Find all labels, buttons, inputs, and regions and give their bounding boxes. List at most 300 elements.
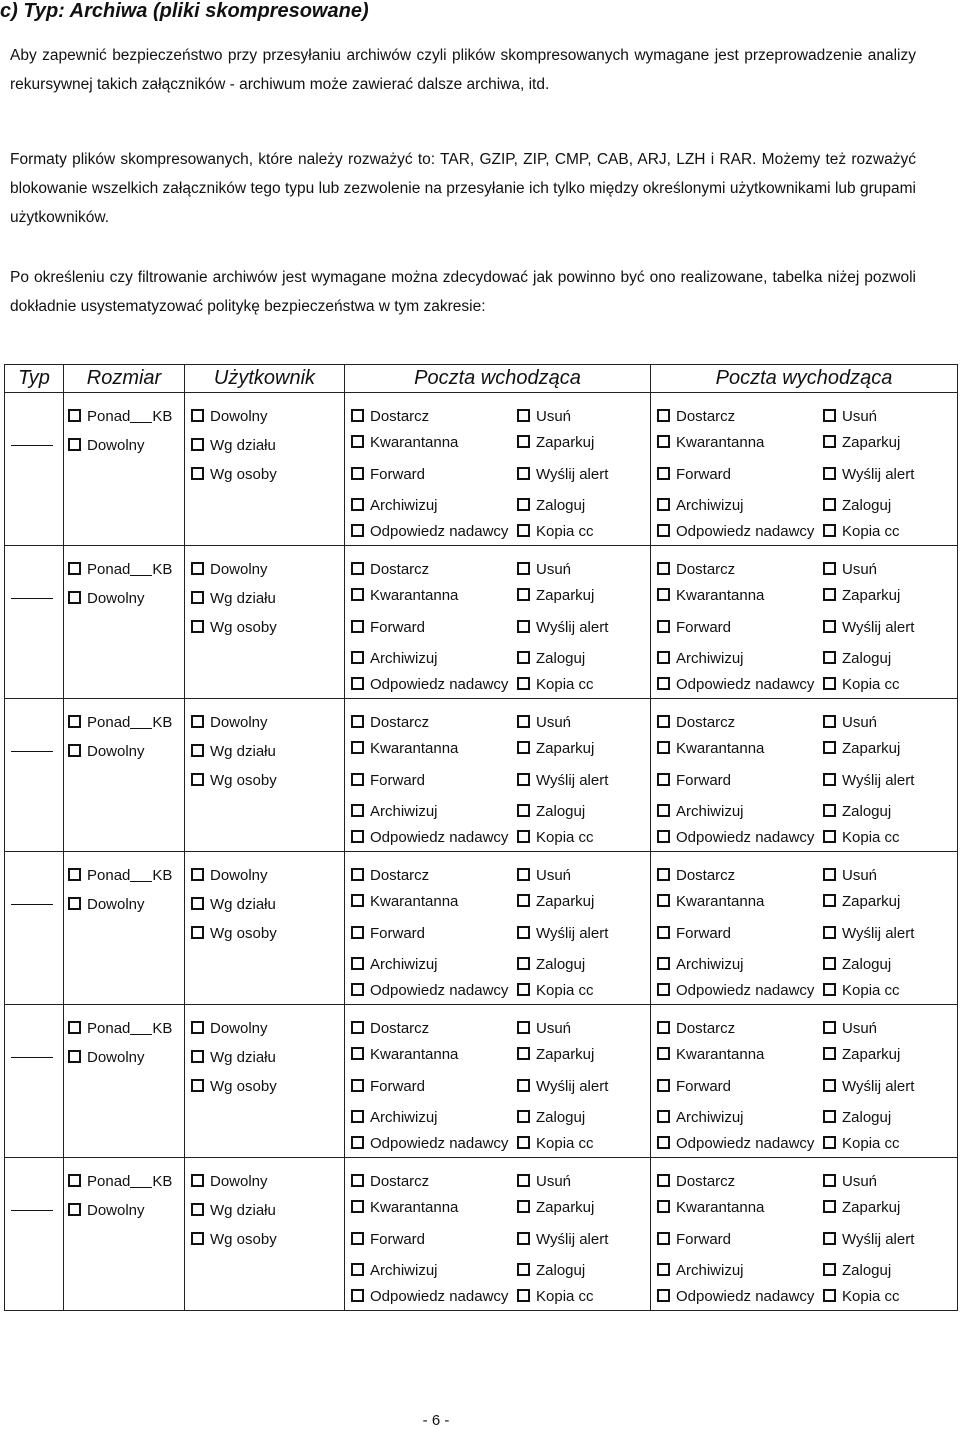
checkbox-icon[interactable]	[657, 1232, 670, 1245]
checkbox-icon[interactable]	[351, 409, 364, 422]
poczta-wychodzaca-zaloguj-option[interactable]	[823, 497, 891, 515]
poczta-wychodzaca-zaparkuj-option[interactable]	[823, 1199, 900, 1217]
checkbox-icon[interactable]	[68, 1050, 81, 1063]
checkbox-icon[interactable]	[657, 868, 670, 881]
checkbox-icon[interactable]	[68, 438, 81, 451]
uzytkownik-dowolny-option[interactable]	[191, 1020, 268, 1038]
checkbox-icon[interactable]	[68, 744, 81, 757]
checkbox-icon[interactable]	[191, 409, 204, 422]
rozmiar-dowolny-option[interactable]	[68, 1049, 145, 1067]
rozmiar-dowolny-option[interactable]	[68, 896, 145, 914]
checkbox-icon[interactable]	[351, 1047, 364, 1060]
checkbox-icon[interactable]	[191, 467, 204, 480]
poczta-wchodzaca-wyslij-alert-option[interactable]	[517, 1231, 608, 1249]
poczta-wchodzaca-odpowiedz-option[interactable]	[351, 1288, 508, 1306]
poczta-wychodzaca-kwarantanna-option[interactable]	[657, 893, 764, 911]
poczta-wchodzaca-wyslij-alert-option[interactable]	[517, 1078, 608, 1096]
checkbox-icon[interactable]	[823, 1047, 836, 1060]
rozmiar-dowolny-option[interactable]	[68, 437, 145, 455]
checkbox-icon[interactable]	[657, 1136, 670, 1149]
poczta-wychodzaca-kwarantanna-option[interactable]	[657, 587, 764, 605]
poczta-wchodzaca-forward-option[interactable]	[351, 772, 425, 790]
checkbox-icon[interactable]	[191, 897, 204, 910]
checkbox-icon[interactable]	[351, 957, 364, 970]
poczta-wchodzaca-forward-option[interactable]	[351, 619, 425, 637]
checkbox-icon[interactable]	[517, 677, 530, 690]
poczta-wychodzaca-kwarantanna-option[interactable]	[657, 434, 764, 452]
poczta-wychodzaca-kopia-option[interactable]	[823, 523, 900, 541]
checkbox-icon[interactable]	[823, 677, 836, 690]
poczta-wychodzaca-odpowiedz-option[interactable]	[657, 1135, 814, 1153]
poczta-wchodzaca-kwarantanna-option[interactable]	[351, 1199, 458, 1217]
poczta-wychodzaca-zaparkuj-option[interactable]	[823, 587, 900, 605]
poczta-wychodzaca-odpowiedz-option[interactable]	[657, 982, 814, 1000]
checkbox-icon[interactable]	[657, 677, 670, 690]
checkbox-icon[interactable]	[823, 524, 836, 537]
uzytkownik-wg-dzialu-option[interactable]	[191, 743, 276, 761]
checkbox-icon[interactable]	[351, 467, 364, 480]
checkbox-icon[interactable]	[657, 467, 670, 480]
checkbox-icon[interactable]	[517, 1136, 530, 1149]
typ-blank-field[interactable]	[11, 1210, 53, 1211]
poczta-wchodzaca-kopia-option[interactable]	[517, 829, 594, 847]
checkbox-icon[interactable]	[823, 804, 836, 817]
rozmiar-dowolny-option[interactable]	[68, 1202, 145, 1220]
checkbox-icon[interactable]	[517, 926, 530, 939]
poczta-wychodzaca-usun-option[interactable]	[823, 408, 877, 426]
checkbox-icon[interactable]	[657, 926, 670, 939]
poczta-wchodzaca-zaparkuj-option[interactable]	[517, 587, 594, 605]
checkbox-icon[interactable]	[657, 830, 670, 843]
rozmiar-dowolny-option[interactable]	[68, 743, 145, 761]
poczta-wchodzaca-usun-option[interactable]	[517, 714, 571, 732]
checkbox-icon[interactable]	[823, 620, 836, 633]
poczta-wychodzaca-zaparkuj-option[interactable]	[823, 893, 900, 911]
checkbox-icon[interactable]	[823, 926, 836, 939]
uzytkownik-dowolny-option[interactable]	[191, 867, 268, 885]
checkbox-icon[interactable]	[657, 1110, 670, 1123]
poczta-wchodzaca-forward-option[interactable]	[351, 1231, 425, 1249]
poczta-wychodzaca-kopia-option[interactable]	[823, 1135, 900, 1153]
checkbox-icon[interactable]	[517, 651, 530, 664]
checkbox-icon[interactable]	[517, 588, 530, 601]
poczta-wchodzaca-zaparkuj-option[interactable]	[517, 893, 594, 911]
checkbox-icon[interactable]	[657, 562, 670, 575]
checkbox-icon[interactable]	[191, 744, 204, 757]
checkbox-icon[interactable]	[191, 1050, 204, 1063]
poczta-wchodzaca-zaparkuj-option[interactable]	[517, 1199, 594, 1217]
poczta-wychodzaca-zaparkuj-option[interactable]	[823, 740, 900, 758]
checkbox-icon[interactable]	[68, 591, 81, 604]
checkbox-icon[interactable]	[657, 1289, 670, 1302]
poczta-wchodzaca-archiwizuj-option[interactable]	[351, 1109, 438, 1127]
checkbox-icon[interactable]	[351, 1110, 364, 1123]
checkbox-icon[interactable]	[657, 1021, 670, 1034]
uzytkownik-wg-dzialu-option[interactable]	[191, 1049, 276, 1067]
rozmiar-kb-blank-field[interactable]	[130, 563, 152, 576]
checkbox-icon[interactable]	[351, 1232, 364, 1245]
poczta-wchodzaca-dostarcz-option[interactable]	[351, 867, 429, 885]
checkbox-icon[interactable]	[657, 715, 670, 728]
checkbox-icon[interactable]	[191, 1079, 204, 1092]
poczta-wychodzaca-odpowiedz-option[interactable]	[657, 676, 814, 694]
checkbox-icon[interactable]	[657, 1200, 670, 1213]
poczta-wychodzaca-zaloguj-option[interactable]	[823, 1262, 891, 1280]
checkbox-icon[interactable]	[191, 1232, 204, 1245]
checkbox-icon[interactable]	[517, 983, 530, 996]
checkbox-icon[interactable]	[657, 983, 670, 996]
poczta-wychodzaca-odpowiedz-option[interactable]	[657, 523, 814, 541]
poczta-wychodzaca-zaloguj-option[interactable]	[823, 650, 891, 668]
poczta-wchodzaca-zaparkuj-option[interactable]	[517, 1046, 594, 1064]
poczta-wchodzaca-dostarcz-option[interactable]	[351, 561, 429, 579]
poczta-wchodzaca-dostarcz-option[interactable]	[351, 1020, 429, 1038]
rozmiar-ponad-option[interactable]	[68, 714, 172, 732]
poczta-wchodzaca-zaloguj-option[interactable]	[517, 650, 585, 668]
checkbox-icon[interactable]	[823, 1110, 836, 1123]
poczta-wchodzaca-zaloguj-option[interactable]	[517, 803, 585, 821]
checkbox-icon[interactable]	[191, 868, 204, 881]
checkbox-icon[interactable]	[517, 830, 530, 843]
checkbox-icon[interactable]	[823, 1079, 836, 1092]
poczta-wchodzaca-kopia-option[interactable]	[517, 1135, 594, 1153]
poczta-wychodzaca-usun-option[interactable]	[823, 714, 877, 732]
checkbox-icon[interactable]	[351, 677, 364, 690]
uzytkownik-wg-dzialu-option[interactable]	[191, 590, 276, 608]
checkbox-icon[interactable]	[657, 741, 670, 754]
checkbox-icon[interactable]	[351, 524, 364, 537]
checkbox-icon[interactable]	[351, 1079, 364, 1092]
poczta-wchodzaca-dostarcz-option[interactable]	[351, 1173, 429, 1191]
poczta-wchodzaca-archiwizuj-option[interactable]	[351, 650, 438, 668]
checkbox-icon[interactable]	[517, 1047, 530, 1060]
checkbox-icon[interactable]	[657, 588, 670, 601]
poczta-wchodzaca-forward-option[interactable]	[351, 1078, 425, 1096]
checkbox-icon[interactable]	[351, 588, 364, 601]
checkbox-icon[interactable]	[351, 1021, 364, 1034]
checkbox-icon[interactable]	[351, 435, 364, 448]
checkbox-icon[interactable]	[351, 830, 364, 843]
checkbox-icon[interactable]	[191, 926, 204, 939]
poczta-wychodzaca-kopia-option[interactable]	[823, 676, 900, 694]
uzytkownik-wg-osoby-option[interactable]	[191, 1078, 277, 1096]
poczta-wchodzaca-kwarantanna-option[interactable]	[351, 587, 458, 605]
poczta-wychodzaca-zaloguj-option[interactable]	[823, 803, 891, 821]
checkbox-icon[interactable]	[823, 1174, 836, 1187]
uzytkownik-wg-dzialu-option[interactable]	[191, 896, 276, 914]
poczta-wychodzaca-usun-option[interactable]	[823, 1020, 877, 1038]
poczta-wychodzaca-dostarcz-option[interactable]	[657, 714, 735, 732]
poczta-wychodzaca-dostarcz-option[interactable]	[657, 1173, 735, 1191]
checkbox-icon[interactable]	[517, 498, 530, 511]
checkbox-icon[interactable]	[657, 1263, 670, 1276]
checkbox-icon[interactable]	[68, 897, 81, 910]
checkbox-icon[interactable]	[823, 957, 836, 970]
checkbox-icon[interactable]	[823, 651, 836, 664]
checkbox-icon[interactable]	[657, 620, 670, 633]
checkbox-icon[interactable]	[657, 1174, 670, 1187]
poczta-wychodzaca-usun-option[interactable]	[823, 561, 877, 579]
rozmiar-kb-blank-field[interactable]	[130, 869, 152, 882]
poczta-wychodzaca-dostarcz-option[interactable]	[657, 1020, 735, 1038]
checkbox-icon[interactable]	[191, 562, 204, 575]
poczta-wychodzaca-dostarcz-option[interactable]	[657, 408, 735, 426]
checkbox-icon[interactable]	[517, 1021, 530, 1034]
uzytkownik-dowolny-option[interactable]	[191, 408, 268, 426]
poczta-wychodzaca-kopia-option[interactable]	[823, 982, 900, 1000]
checkbox-icon[interactable]	[823, 983, 836, 996]
poczta-wchodzaca-kwarantanna-option[interactable]	[351, 893, 458, 911]
checkbox-icon[interactable]	[823, 894, 836, 907]
checkbox-icon[interactable]	[351, 1136, 364, 1149]
checkbox-icon[interactable]	[823, 1263, 836, 1276]
poczta-wychodzaca-kwarantanna-option[interactable]	[657, 740, 764, 758]
poczta-wychodzaca-forward-option[interactable]	[657, 925, 731, 943]
checkbox-icon[interactable]	[351, 1263, 364, 1276]
poczta-wchodzaca-usun-option[interactable]	[517, 867, 571, 885]
checkbox-icon[interactable]	[517, 1232, 530, 1245]
uzytkownik-wg-osoby-option[interactable]	[191, 772, 277, 790]
checkbox-icon[interactable]	[657, 409, 670, 422]
poczta-wychodzaca-kopia-option[interactable]	[823, 829, 900, 847]
checkbox-icon[interactable]	[823, 498, 836, 511]
checkbox-icon[interactable]	[823, 588, 836, 601]
poczta-wychodzaca-kwarantanna-option[interactable]	[657, 1199, 764, 1217]
poczta-wchodzaca-archiwizuj-option[interactable]	[351, 1262, 438, 1280]
poczta-wchodzaca-odpowiedz-option[interactable]	[351, 829, 508, 847]
uzytkownik-dowolny-option[interactable]	[191, 714, 268, 732]
uzytkownik-wg-osoby-option[interactable]	[191, 619, 277, 637]
poczta-wchodzaca-kopia-option[interactable]	[517, 1288, 594, 1306]
rozmiar-ponad-option[interactable]	[68, 561, 172, 579]
poczta-wchodzaca-archiwizuj-option[interactable]	[351, 803, 438, 821]
typ-blank-field[interactable]	[11, 598, 53, 599]
checkbox-icon[interactable]	[68, 1203, 81, 1216]
poczta-wychodzaca-wyslij-alert-option[interactable]	[823, 619, 914, 637]
poczta-wchodzaca-zaloguj-option[interactable]	[517, 956, 585, 974]
rozmiar-ponad-option[interactable]	[68, 867, 172, 885]
rozmiar-kb-blank-field[interactable]	[130, 1022, 152, 1035]
typ-blank-field[interactable]	[11, 904, 53, 905]
rozmiar-dowolny-option[interactable]	[68, 590, 145, 608]
uzytkownik-wg-dzialu-option[interactable]	[191, 437, 276, 455]
checkbox-icon[interactable]	[68, 1021, 81, 1034]
poczta-wchodzaca-usun-option[interactable]	[517, 561, 571, 579]
checkbox-icon[interactable]	[657, 804, 670, 817]
poczta-wychodzaca-zaparkuj-option[interactable]	[823, 434, 900, 452]
checkbox-icon[interactable]	[517, 524, 530, 537]
poczta-wchodzaca-kwarantanna-option[interactable]	[351, 434, 458, 452]
poczta-wychodzaca-kopia-option[interactable]	[823, 1288, 900, 1306]
poczta-wchodzaca-kopia-option[interactable]	[517, 982, 594, 1000]
checkbox-icon[interactable]	[517, 1263, 530, 1276]
poczta-wchodzaca-wyslij-alert-option[interactable]	[517, 466, 608, 484]
checkbox-icon[interactable]	[657, 957, 670, 970]
poczta-wychodzaca-archiwizuj-option[interactable]	[657, 497, 744, 515]
poczta-wchodzaca-wyslij-alert-option[interactable]	[517, 925, 608, 943]
checkbox-icon[interactable]	[517, 620, 530, 633]
checkbox-icon[interactable]	[657, 651, 670, 664]
checkbox-icon[interactable]	[823, 773, 836, 786]
poczta-wychodzaca-forward-option[interactable]	[657, 466, 731, 484]
checkbox-icon[interactable]	[517, 467, 530, 480]
poczta-wychodzaca-wyslij-alert-option[interactable]	[823, 466, 914, 484]
checkbox-icon[interactable]	[823, 1200, 836, 1213]
checkbox-icon[interactable]	[191, 620, 204, 633]
poczta-wchodzaca-usun-option[interactable]	[517, 1020, 571, 1038]
rozmiar-ponad-option[interactable]	[68, 1020, 172, 1038]
poczta-wchodzaca-kwarantanna-option[interactable]	[351, 1046, 458, 1064]
poczta-wychodzaca-forward-option[interactable]	[657, 1231, 731, 1249]
checkbox-icon[interactable]	[823, 435, 836, 448]
checkbox-icon[interactable]	[68, 868, 81, 881]
poczta-wchodzaca-forward-option[interactable]	[351, 925, 425, 943]
rozmiar-ponad-option[interactable]	[68, 1173, 172, 1191]
checkbox-icon[interactable]	[517, 1200, 530, 1213]
uzytkownik-wg-osoby-option[interactable]	[191, 925, 277, 943]
typ-blank-field[interactable]	[11, 445, 53, 446]
checkbox-icon[interactable]	[517, 1110, 530, 1123]
checkbox-icon[interactable]	[68, 1174, 81, 1187]
poczta-wchodzaca-kopia-option[interactable]	[517, 676, 594, 694]
poczta-wchodzaca-kopia-option[interactable]	[517, 523, 594, 541]
checkbox-icon[interactable]	[351, 1289, 364, 1302]
poczta-wchodzaca-wyslij-alert-option[interactable]	[517, 619, 608, 637]
checkbox-icon[interactable]	[351, 868, 364, 881]
checkbox-icon[interactable]	[823, 467, 836, 480]
rozmiar-kb-blank-field[interactable]	[130, 410, 152, 423]
uzytkownik-dowolny-option[interactable]	[191, 1173, 268, 1191]
checkbox-icon[interactable]	[657, 1047, 670, 1060]
checkbox-icon[interactable]	[823, 1289, 836, 1302]
checkbox-icon[interactable]	[517, 957, 530, 970]
checkbox-icon[interactable]	[517, 868, 530, 881]
checkbox-icon[interactable]	[191, 1021, 204, 1034]
checkbox-icon[interactable]	[351, 804, 364, 817]
checkbox-icon[interactable]	[823, 562, 836, 575]
checkbox-icon[interactable]	[657, 773, 670, 786]
poczta-wychodzaca-archiwizuj-option[interactable]	[657, 956, 744, 974]
checkbox-icon[interactable]	[191, 715, 204, 728]
checkbox-icon[interactable]	[517, 1289, 530, 1302]
checkbox-icon[interactable]	[517, 409, 530, 422]
checkbox-icon[interactable]	[517, 804, 530, 817]
poczta-wchodzaca-odpowiedz-option[interactable]	[351, 1135, 508, 1153]
poczta-wchodzaca-archiwizuj-option[interactable]	[351, 956, 438, 974]
poczta-wychodzaca-archiwizuj-option[interactable]	[657, 1262, 744, 1280]
checkbox-icon[interactable]	[823, 868, 836, 881]
checkbox-icon[interactable]	[191, 1203, 204, 1216]
checkbox-icon[interactable]	[517, 435, 530, 448]
poczta-wchodzaca-forward-option[interactable]	[351, 466, 425, 484]
checkbox-icon[interactable]	[191, 773, 204, 786]
poczta-wychodzaca-forward-option[interactable]	[657, 619, 731, 637]
checkbox-icon[interactable]	[351, 1200, 364, 1213]
checkbox-icon[interactable]	[351, 773, 364, 786]
checkbox-icon[interactable]	[657, 894, 670, 907]
checkbox-icon[interactable]	[823, 1136, 836, 1149]
poczta-wychodzaca-zaloguj-option[interactable]	[823, 956, 891, 974]
checkbox-icon[interactable]	[351, 894, 364, 907]
uzytkownik-wg-osoby-option[interactable]	[191, 466, 277, 484]
poczta-wychodzaca-wyslij-alert-option[interactable]	[823, 1231, 914, 1249]
poczta-wychodzaca-usun-option[interactable]	[823, 867, 877, 885]
checkbox-icon[interactable]	[68, 562, 81, 575]
poczta-wychodzaca-wyslij-alert-option[interactable]	[823, 925, 914, 943]
poczta-wchodzaca-dostarcz-option[interactable]	[351, 408, 429, 426]
poczta-wychodzaca-usun-option[interactable]	[823, 1173, 877, 1191]
checkbox-icon[interactable]	[351, 741, 364, 754]
checkbox-icon[interactable]	[823, 1021, 836, 1034]
poczta-wchodzaca-wyslij-alert-option[interactable]	[517, 772, 608, 790]
rozmiar-ponad-option[interactable]	[68, 408, 172, 426]
checkbox-icon[interactable]	[517, 715, 530, 728]
checkbox-icon[interactable]	[517, 894, 530, 907]
poczta-wychodzaca-wyslij-alert-option[interactable]	[823, 772, 914, 790]
checkbox-icon[interactable]	[517, 562, 530, 575]
checkbox-icon[interactable]	[517, 773, 530, 786]
poczta-wchodzaca-dostarcz-option[interactable]	[351, 714, 429, 732]
poczta-wychodzaca-odpowiedz-option[interactable]	[657, 829, 814, 847]
poczta-wychodzaca-zaparkuj-option[interactable]	[823, 1046, 900, 1064]
checkbox-icon[interactable]	[351, 498, 364, 511]
checkbox-icon[interactable]	[351, 715, 364, 728]
checkbox-icon[interactable]	[68, 715, 81, 728]
checkbox-icon[interactable]	[351, 562, 364, 575]
checkbox-icon[interactable]	[351, 620, 364, 633]
poczta-wchodzaca-zaloguj-option[interactable]	[517, 1109, 585, 1127]
checkbox-icon[interactable]	[351, 983, 364, 996]
poczta-wchodzaca-zaloguj-option[interactable]	[517, 497, 585, 515]
poczta-wchodzaca-zaloguj-option[interactable]	[517, 1262, 585, 1280]
checkbox-icon[interactable]	[351, 1174, 364, 1187]
poczta-wychodzaca-forward-option[interactable]	[657, 1078, 731, 1096]
checkbox-icon[interactable]	[823, 830, 836, 843]
checkbox-icon[interactable]	[191, 591, 204, 604]
poczta-wychodzaca-archiwizuj-option[interactable]	[657, 803, 744, 821]
checkbox-icon[interactable]	[517, 741, 530, 754]
poczta-wchodzaca-odpowiedz-option[interactable]	[351, 676, 508, 694]
checkbox-icon[interactable]	[351, 651, 364, 664]
checkbox-icon[interactable]	[823, 409, 836, 422]
uzytkownik-wg-osoby-option[interactable]	[191, 1231, 277, 1249]
rozmiar-kb-blank-field[interactable]	[130, 1175, 152, 1188]
checkbox-icon[interactable]	[657, 524, 670, 537]
poczta-wchodzaca-kwarantanna-option[interactable]	[351, 740, 458, 758]
poczta-wchodzaca-usun-option[interactable]	[517, 1173, 571, 1191]
poczta-wchodzaca-usun-option[interactable]	[517, 408, 571, 426]
poczta-wychodzaca-forward-option[interactable]	[657, 772, 731, 790]
poczta-wychodzaca-dostarcz-option[interactable]	[657, 867, 735, 885]
poczta-wychodzaca-dostarcz-option[interactable]	[657, 561, 735, 579]
poczta-wchodzaca-zaparkuj-option[interactable]	[517, 434, 594, 452]
checkbox-icon[interactable]	[823, 741, 836, 754]
poczta-wychodzaca-odpowiedz-option[interactable]	[657, 1288, 814, 1306]
poczta-wchodzaca-odpowiedz-option[interactable]	[351, 982, 508, 1000]
checkbox-icon[interactable]	[517, 1174, 530, 1187]
checkbox-icon[interactable]	[191, 438, 204, 451]
poczta-wchodzaca-zaparkuj-option[interactable]	[517, 740, 594, 758]
typ-blank-field[interactable]	[11, 1057, 53, 1058]
poczta-wychodzaca-zaloguj-option[interactable]	[823, 1109, 891, 1127]
uzytkownik-wg-dzialu-option[interactable]	[191, 1202, 276, 1220]
poczta-wychodzaca-kwarantanna-option[interactable]	[657, 1046, 764, 1064]
checkbox-icon[interactable]	[657, 498, 670, 511]
checkbox-icon[interactable]	[657, 435, 670, 448]
uzytkownik-dowolny-option[interactable]	[191, 561, 268, 579]
checkbox-icon[interactable]	[657, 1079, 670, 1092]
poczta-wychodzaca-archiwizuj-option[interactable]	[657, 650, 744, 668]
